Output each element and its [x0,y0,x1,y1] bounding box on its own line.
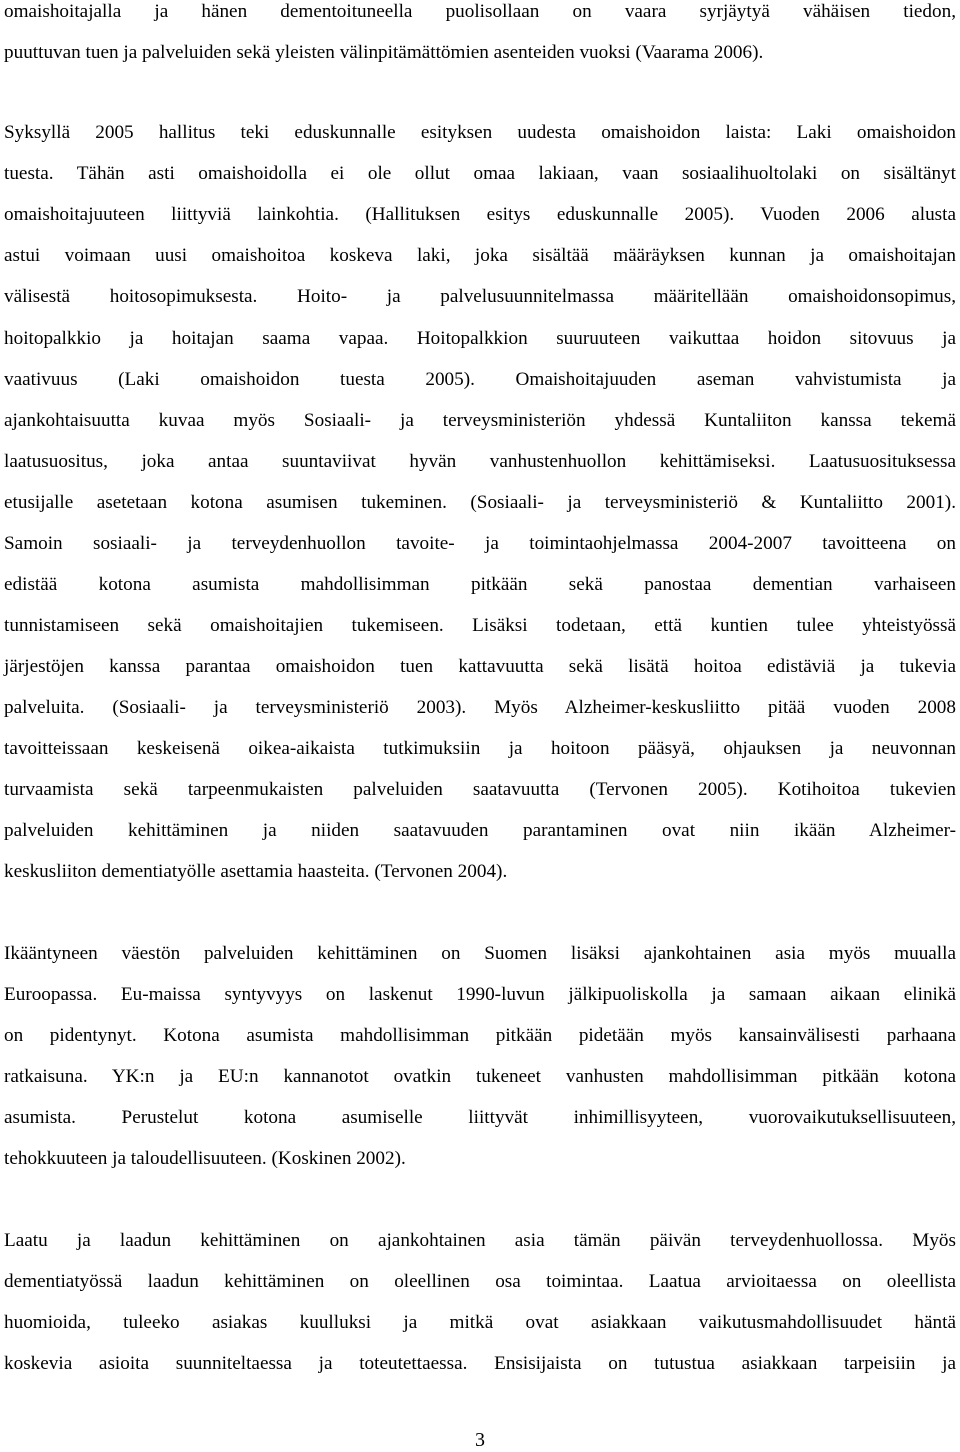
text-line: keskusliiton dementiatyölle asettamia haasteita. (Tervonen 2004). [4,861,508,882]
text-line: tunnistamiseen sekä omaishoitajien tukemiseen. Lisäksi todetaan, että kuntien tulee yhteistyössä [4,615,956,636]
text-line: koskevia asioita suunniteltaessa ja toteutettaessa. Ensisijaista on tutustua asiakkaan tarpeisiin ja [4,1353,956,1374]
text-line: Ikääntyneen väestön palveluiden kehittäminen on Suomen lisäksi ajankohtainen asia myös muualla [4,943,956,964]
text-line: tehokkuuteen ja taloudellisuuteen. (Koskinen 2002). [4,1148,406,1169]
text-line: astui voimaan uusi omaishoitoa koskeva laki, joka sisältää määräyksen kunnan ja omaishoitajan [4,245,956,266]
text-line: asumista. Perustelut kotona asumiselle liittyvät inhimillisyyteen, vuorovaikutuksellisuuteen, [4,1107,956,1128]
text-line: omaishoitajuuteen liittyviä lainkohtia. (Hallituksen esitys eduskunnalle 2005). Vuoden 2006 alusta [4,204,956,225]
text-line: tuesta. Tähän asti omaishoidolla ei ole ollut omaa lakiaan, vaan sosiaalihuoltolaki on sisältänyt [4,163,956,184]
text-line: palveluita. (Sosiaali- ja terveysministeriö 2003). Myös Alzheimer-keskusliitto pitää vuoden 2008 [4,697,956,718]
text-line: on pidentynyt. Kotona asumista mahdollisimman pitkään pidetään myös kansainvälisesti parhaana [4,1025,956,1046]
text-line: puuttuvan tuen ja palveluiden sekä yleisten välinpitämättömien asenteiden vuoksi (Vaarama 2006). [4,42,764,63]
text-line: ratkaisuna. YK:n ja EU:n kannanotot ovatkin tukeneet vanhusten mahdollisimman pitkään kotona [4,1066,956,1087]
text-line: välisestä hoitosopimuksesta. Hoito- ja palvelusuunnitelmassa määritellään omaishoidonsopimus, [4,286,956,307]
text-line: hoitopalkkio ja hoitajan saama vapaa. Hoitopalkkion suuruuteen vaikuttaa hoidon sitovuus ja [4,328,956,349]
text-line: järjestöjen kanssa parantaa omaishoidon tuen kattavuutta sekä lisätä hoitoa edistäviä ja tukevia [4,656,956,677]
text-line: Euroopassa. Eu-maissa syntyvyys on laskenut 1990-luvun jälkipuoliskolla ja samaan aikaan elinikä [4,984,956,1005]
text-line: edistää kotona asumista mahdollisimman pitkään sekä panostaa dementian varhaiseen [4,574,956,595]
text-line: palveluiden kehittäminen ja niiden saatavuuden parantaminen ovat niin ikään Alzheimer- [4,820,956,841]
text-line: ajankohtaisuutta kuvaa myös Sosiaali- ja terveysministeriön yhdessä Kuntaliiton kanssa tekemä [4,410,956,431]
text-line: etusijalle asetetaan kotona asumisen tukeminen. (Sosiaali- ja terveysministeriö & Kuntaliitto 2001). [4,492,956,513]
text-line: huomioida, tuleeko asiakas kuulluksi ja mitkä ovat asiakkaan vaikutusmahdollisuudet häntä [4,1312,956,1333]
text-line: tavoitteissaan keskeisenä oikea-aikaista tutkimuksiin ja hoitoon pääsyä, ohjauksen ja neuvonnan [4,738,956,759]
text-line: laatusuositus, joka antaa suuntaviivat hyvän vanhustenhuollon kehittämiseksi. Laatusuosituksessa [4,451,956,472]
text-line: Syksyllä 2005 hallitus teki eduskunnalle esityksen uudesta omaishoidon laista: Laki omaishoidon [4,122,956,143]
text-line: Laatu ja laadun kehittäminen on ajankohtainen asia tämän päivän terveydenhuollossa. Myös [4,1230,956,1251]
text-line: turvaamista sekä tarpeenmukaisten palveluiden saatavuutta (Tervonen 2005). Kotihoitoa tukevien [4,779,956,800]
page-number: 3 [475,1429,485,1451]
text-line: vaativuus (Laki omaishoidon tuesta 2005). Omaishoitajuuden aseman vahvistumista ja [4,369,956,390]
text-line: dementiatyössä laadun kehittäminen on oleellinen osa toimintaa. Laatua arvioitaessa on oleellista [4,1271,956,1292]
text-line: omaishoitajalla ja hänen dementoituneella puolisollaan on vaara syrjäytyä vähäisen tiedon, [4,1,956,22]
text-line: Samoin sosiaali- ja terveydenhuollon tavoite- ja toimintaohjelmassa 2004-2007 tavoitteena on [4,533,956,554]
